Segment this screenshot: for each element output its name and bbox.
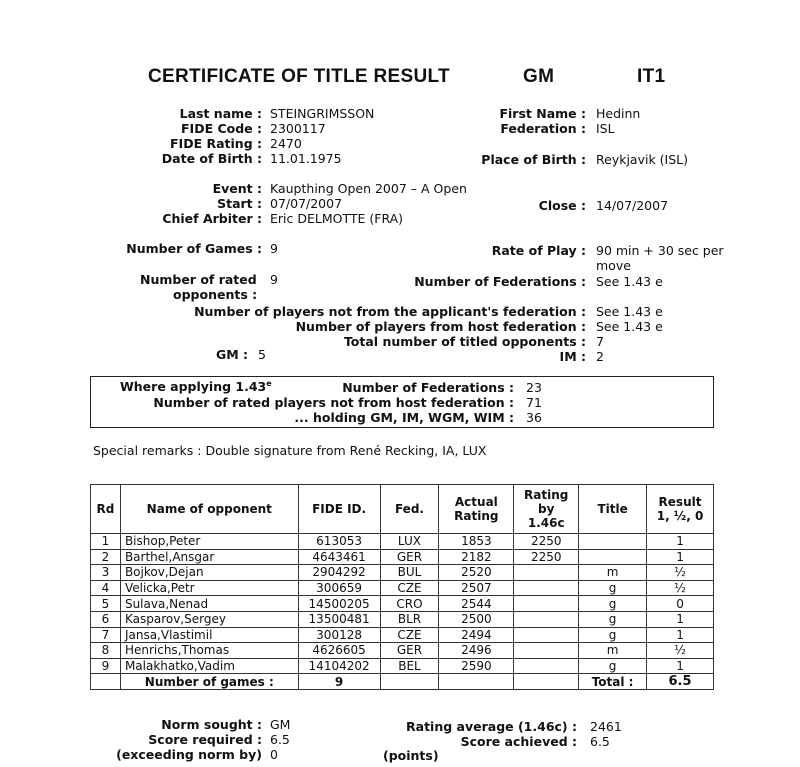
row-name: Barthel,Ansgar (120, 549, 298, 565)
table-row (91, 643, 714, 659)
row-fed: CZE (380, 627, 439, 643)
last-name-value: STEINGRIMSSON (270, 106, 375, 121)
not-from-federation-value: See 1.43 e (596, 304, 663, 319)
row-rating: 2520 (439, 565, 514, 581)
federation-label: Federation : (500, 121, 586, 136)
host-federation-value: See 1.43 e (596, 319, 663, 334)
row-title: g (579, 627, 647, 643)
gm-count-label: GM : (215, 347, 248, 362)
row-rating: 2544 (439, 596, 514, 612)
im-count-label: IM : (559, 349, 586, 364)
header-title: Title (579, 485, 647, 534)
fide-code-label: FIDE Code : (181, 121, 262, 136)
score-required-value: 6.5 (270, 732, 290, 747)
row-fide-id: 4626605 (298, 643, 380, 659)
row-rd: 3 (91, 565, 121, 581)
row-title (579, 549, 647, 565)
row-result: ½ (647, 565, 714, 581)
titled-opponents-value: 7 (596, 334, 604, 349)
row-rd: 8 (91, 643, 121, 659)
row-title (579, 534, 647, 550)
row-rating-by: 2250 (514, 549, 579, 565)
row-rating-by (514, 580, 579, 596)
row-name: Malakhatko,Vadim (120, 658, 298, 674)
dob-label: Date of Birth : (161, 151, 262, 166)
row-fed: CRO (380, 596, 439, 612)
box-not-host-value: 71 (526, 395, 542, 410)
where-applying-label: Where applying 1.43e (120, 379, 272, 395)
row-fed: CZE (380, 580, 439, 596)
close-value: 14/07/2007 (596, 198, 669, 213)
score-achieved-label: Score achieved : (460, 734, 577, 749)
rating-average-label: Rating average (1.46c) : (406, 719, 577, 734)
gm-count-value: 5 (258, 347, 266, 362)
not-from-federation-label: Number of players not from the applicant's federation : (194, 304, 586, 319)
table-row (91, 627, 714, 643)
row-fed: BEL (380, 658, 439, 674)
row-rating-by (514, 596, 579, 612)
row-rating-by (514, 658, 579, 674)
form-code: IT1 (637, 66, 666, 87)
arbiter-value: Eric DELMOTTE (FRA) (270, 211, 404, 226)
row-rating: 1853 (439, 534, 514, 550)
table-header-row (91, 485, 714, 534)
pob-label: Place of Birth : (481, 152, 586, 167)
row-result: 1 (647, 611, 714, 627)
box-federations-label: Number of Federations : (342, 380, 514, 395)
host-federation-label: Number of players from host federation : (295, 319, 586, 334)
row-name: Henrichs,Thomas (120, 643, 298, 659)
exceeding-norm-value: 0 (270, 747, 278, 762)
row-result: 1 (647, 549, 714, 565)
first-name-label: First Name : (499, 106, 586, 121)
box-holding-value: 36 (526, 410, 542, 425)
num-federations-label: Number of Federations : (414, 274, 586, 289)
row-name: Velicka,Petr (120, 580, 298, 596)
row-name: Bishop,Peter (120, 534, 298, 550)
row-title: g (579, 580, 647, 596)
box-federations-value: 23 (526, 380, 542, 395)
arbiter-label: Chief Arbiter : (162, 211, 262, 226)
row-name: Bojkov,Dejan (120, 565, 298, 581)
score-achieved-value: 6.5 (590, 734, 610, 749)
total-value: 6.5 (647, 674, 714, 690)
row-rating-by (514, 611, 579, 627)
row-fed: GER (380, 549, 439, 565)
row-title: m (579, 565, 647, 581)
rate-label: Rate of Play : (491, 243, 586, 258)
row-name: Kasparov,Sergey (120, 611, 298, 627)
row-fide-id: 2904292 (298, 565, 380, 581)
row-rating-by (514, 565, 579, 581)
rate-value-line1: 90 min + 30 sec per (596, 243, 724, 258)
rated-opponents-label-line1: Number of rated (140, 272, 257, 287)
exceeding-norm-label: (exceeding norm by) (116, 747, 262, 762)
row-rd: 7 (91, 627, 121, 643)
first-name-value: Hedinn (596, 106, 641, 121)
table-row (91, 596, 714, 612)
header-rd: Rd (91, 485, 121, 534)
certificate-title: CERTIFICATE OF TITLE RESULT (148, 66, 450, 87)
header-actual-rating: Actual Rating (439, 485, 514, 534)
table-row (91, 611, 714, 627)
row-result: 0 (647, 596, 714, 612)
start-label: Start : (217, 196, 262, 211)
dob-value: 11.01.1975 (270, 151, 342, 166)
fide-rating-value: 2470 (270, 136, 302, 151)
row-fide-id: 613053 (298, 534, 380, 550)
row-title: g (579, 596, 647, 612)
row-rd: 6 (91, 611, 121, 627)
row-title: m (579, 643, 647, 659)
row-rating: 2500 (439, 611, 514, 627)
table-row (91, 565, 714, 581)
header-rating-by: Rating by 1.46c (514, 485, 579, 534)
box-holding-label: ... holding GM, IM, WGM, WIM : (294, 410, 514, 425)
row-result: ½ (647, 580, 714, 596)
row-rd: 4 (91, 580, 121, 596)
row-fed: BLR (380, 611, 439, 627)
fide-rating-label: FIDE Rating : (170, 136, 262, 151)
event-label: Event : (212, 181, 262, 196)
total-label: Total : (579, 674, 647, 690)
row-fed: LUX (380, 534, 439, 550)
event-value: Kaupthing Open 2007 – A Open (270, 181, 467, 196)
row-rating-by (514, 627, 579, 643)
header-name: Name of opponent (120, 485, 298, 534)
row-rating-by (514, 643, 579, 659)
row-rating-by: 2250 (514, 534, 579, 550)
rated-opponents-value: 9 (270, 272, 278, 287)
row-title: g (579, 611, 647, 627)
table-row (91, 580, 714, 596)
totals-row (91, 674, 714, 690)
norm-sought-value: GM (270, 717, 291, 732)
row-fed: BUL (380, 565, 439, 581)
title-code: GM (523, 66, 555, 87)
row-result: ½ (647, 643, 714, 659)
table-row (91, 534, 714, 550)
last-name-label: Last name : (179, 106, 262, 121)
row-title: g (579, 658, 647, 674)
close-label: Close : (538, 198, 586, 213)
row-fide-id: 4643461 (298, 549, 380, 565)
row-rd: 5 (91, 596, 121, 612)
games-label: Number of Games : (126, 241, 262, 256)
opponents-table (90, 484, 714, 690)
box-not-host-label: Number of rated players not from host federation : (153, 395, 514, 410)
row-result: 1 (647, 534, 714, 550)
table-row (91, 549, 714, 565)
norm-sought-label: Norm sought : (161, 717, 262, 732)
row-fide-id: 13500481 (298, 611, 380, 627)
row-name: Sulava,Nenad (120, 596, 298, 612)
row-fed: GER (380, 643, 439, 659)
fide-code-value: 2300117 (270, 121, 326, 136)
header-fide-id: FIDE ID. (298, 485, 380, 534)
row-fide-id: 300128 (298, 627, 380, 643)
special-remarks: Special remarks : Double signature from René Recking, IA, LUX (93, 443, 487, 458)
table-row (91, 658, 714, 674)
row-result: 1 (647, 658, 714, 674)
im-count-value: 2 (596, 349, 604, 364)
row-fide-id: 14104202 (298, 658, 380, 674)
row-rating: 2182 (439, 549, 514, 565)
row-fide-id: 300659 (298, 580, 380, 596)
federation-value: ISL (596, 121, 615, 136)
num-federations-value: See 1.43 e (596, 274, 663, 289)
row-fide-id: 14500205 (298, 596, 380, 612)
rating-average-value: 2461 (590, 719, 622, 734)
row-result: 1 (647, 627, 714, 643)
row-rd: 1 (91, 534, 121, 550)
row-name: Jansa,Vlastimil (120, 627, 298, 643)
header-result: Result 1, ½, 0 (647, 485, 714, 534)
total-games-label: Number of games : (120, 674, 298, 690)
header-fed: Fed. (380, 485, 439, 534)
score-required-label: Score required : (148, 732, 262, 747)
titled-opponents-label: Total number of titled opponents : (343, 334, 586, 349)
points-label: (points) (383, 748, 439, 763)
row-rating: 2507 (439, 580, 514, 596)
rated-opponents-label-line2: opponents : (173, 287, 258, 302)
rate-value-line2: move (596, 258, 631, 273)
start-value: 07/07/2007 (270, 196, 343, 211)
row-rating: 2496 (439, 643, 514, 659)
row-rd: 2 (91, 549, 121, 565)
games-value: 9 (270, 241, 278, 256)
total-games-value: 9 (298, 674, 380, 690)
row-rating: 2494 (439, 627, 514, 643)
pob-value: Reykjavik (ISL) (596, 152, 689, 167)
row-rd: 9 (91, 658, 121, 674)
superscript-e: e (266, 379, 272, 388)
row-rating: 2590 (439, 658, 514, 674)
